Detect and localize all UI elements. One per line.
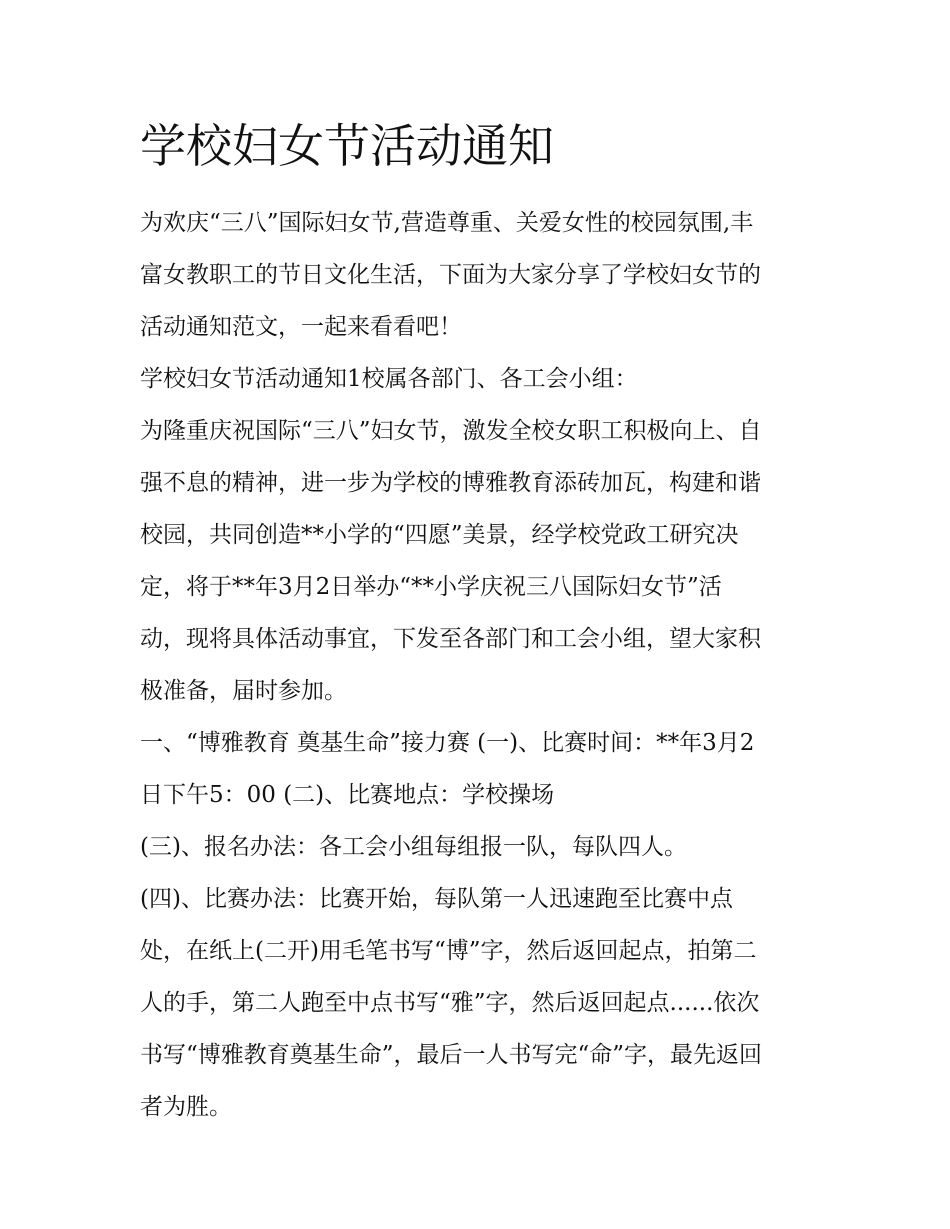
body-line: 为欢庆“三八”国际妇女节,营造尊重、关爱女性的校园氛围,丰 <box>140 210 754 236</box>
document-body <box>140 197 820 1133</box>
body-line: 人的手，第二人跑至中点书写“雅”字，然后返回起点......依次 <box>140 990 760 1016</box>
document-title: 学校妇女节活动通知 <box>140 119 554 173</box>
body-line: 富女教职工的节日文化生活，下面为大家分享了学校妇女节的 <box>140 262 761 288</box>
body-line: 强不息的精神，进一步为学校的博雅教育添砖加瓦，构建和谐 <box>140 470 761 496</box>
body-line: 校园，共同创造**小学的“四愿”美景，经学校党政工研究决 <box>140 522 739 548</box>
body-line: 者为胜。 <box>140 1094 232 1120</box>
body-line: 活动通知范文，一起来看看吧！ <box>140 314 462 340</box>
body-line: 处，在纸上(二开)用毛笔书写“博”字，然后返回起点，拍第二 <box>140 938 757 964</box>
body-line: (四)、比赛办法：比赛开始，每队第一人迅速跑至比赛中点 <box>140 886 733 912</box>
body-line: (三)、报名办法：各工会小组每组报一队，每队四人。 <box>140 834 687 860</box>
body-line: 书写“博雅教育奠基生命”，最后一人书写完“命”字，最先返回 <box>140 1042 763 1068</box>
body-line: 学校妇女节活动通知1校属各部门、各工会小组： <box>140 366 638 392</box>
body-line: 极准备，届时参加。 <box>140 678 347 704</box>
body-line: 为隆重庆祝国际“三八”妇女节，激发全校女职工积极向上、自 <box>140 418 762 444</box>
body-line: 一、“博雅教育 奠基生命”接力赛 (一)、比赛时间：**年3月2 <box>140 730 755 756</box>
body-line: 动，现将具体活动事宜，下发至各部门和工会小组，望大家积 <box>140 626 761 652</box>
body-line: 定，将于**年3月2日举办“**小学庆祝三八国际妇女节”活 <box>140 574 722 600</box>
body-line: 日下午5：00 (二)、比赛地点：学校操场 <box>140 782 555 808</box>
